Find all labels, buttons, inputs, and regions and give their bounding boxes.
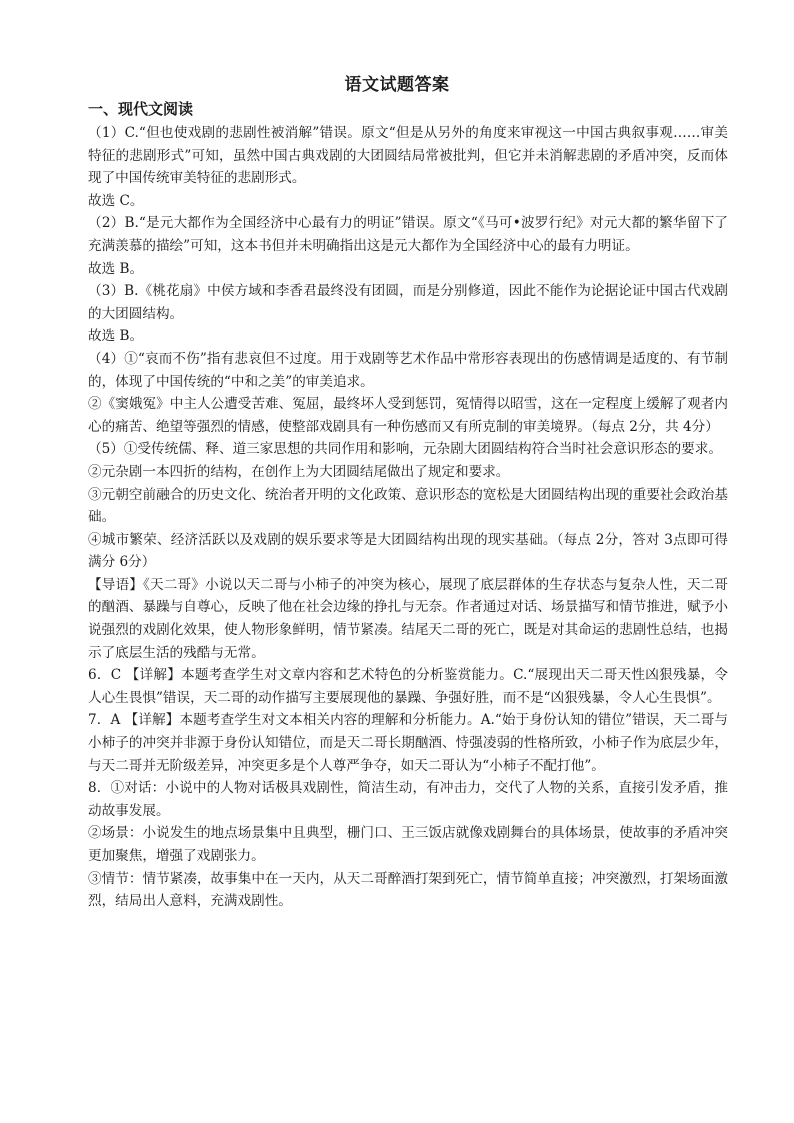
guide-paragraph: 【导语】《天二哥》小说以天二哥与小柿子的冲突为核心，展现了底层群体的生存状态与复杂人性，天二哥的酗酒、暴躁与自尊心，反映了他在社会边缘的挣扎与无奈。作者通过对话、场景描写和情节推进，赋予小说强烈的戏剧化效果，使人物形象鲜明，情节紧凑。结尾天二哥的死亡，既是对其命运的悲剧性总结，也揭示了底层生活的残酷与无常。 xyxy=(88,576,728,661)
page-title: 语文试题答案 xyxy=(344,75,450,95)
answer-paragraph: 6．C 【详解】本题考查学生对文章内容和艺术特色的分析鉴赏能力。C.“展现出天二哥天性凶狠残暴，令人心生畏惧”错误，天二哥的动作描写主要展现他的暴躁、争强好胜，而不是“凶狠残暴，令人心生畏惧”。 xyxy=(88,667,728,706)
answer-paragraph: 故选 C。 xyxy=(88,192,144,209)
answer-paragraph: 故选 B。 xyxy=(88,328,144,345)
answer-paragraph: （4）①“哀而不伤”指有悲哀但不过度。用于戏剧等艺术作品中常形容表现出的伤感情调是适度的、有节制的，体现了中国传统的“中和之美”的审美追求。 xyxy=(88,350,728,390)
answer-paragraph: 7．A 【详解】本题考查学生对文本相关内容的理解和分析能力。A.“始于身份认知的错位”错误，天二哥与小柿子的冲突并非源于身份认知错位，而是天二哥长期酗酒、恃强凌弱的性格所致，小柿子作为底层少年，与天二哥并无阶级差异，冲突更多是个人尊严争夺，如天二哥认为“小柿子不配打他”。 xyxy=(88,712,728,774)
answer-paragraph: （2）B.“是元大都作为全国经济中心最有力的明证”错误。原文“《马可•波罗行纪》对元大都的繁华留下了充满羡慕的描绘”可知，这本书但并未明确指出这是元大都作为全国经济中心的最有力明证。 xyxy=(88,215,728,254)
answer-paragraph: （1）C.“但也使戏剧的悲剧性被消解”错误。原文“但是从另外的角度来审视这一中国古典叙事观……审美特征的悲剧形式”可知，虽然中国古典戏剧的大团圆结局常被批判，但它并未消解悲剧的矛盾冲突，反而体现了中国传统审美特征的悲剧形式。 xyxy=(88,125,728,187)
answer-paragraph: ②元杂剧一本四折的结构，在创作上为大团圆结尾做出了规定和要求。 xyxy=(88,463,510,480)
section-heading: 一、现代文阅读 xyxy=(88,100,194,118)
document-body xyxy=(88,122,728,913)
answer-paragraph: 8．①对话：小说中的人物对话极具戏剧性，简洁生动，有冲击力，交代了人物的关系，直接引发矛盾，推动故事发展。 xyxy=(88,780,728,819)
answer-paragraph: ③元朝空前融合的历史文化、统治者开明的文化政策、意识形态的宽松是大团圆结构出现的重要社会政治基础。 xyxy=(88,486,728,526)
answer-paragraph: ④城市繁荣、经济活跃以及戏剧的娱乐要求等是大团圆结构出现的现实基础。（每点 2分，答对 3点即可得满分 6分） xyxy=(88,531,728,571)
answer-paragraph: ③情节：情节紧凑，故事集中在一天内，从天二哥醉酒打架到死亡，情节简单直接；冲突激烈，打架场面激烈，结局出人意料，充满戏剧性。 xyxy=(88,870,728,910)
answer-paragraph: （5）①受传统儒、释、道三家思想的共同作用和影响，元杂剧大团圆结构符合当时社会意识形态的要求。 xyxy=(88,441,722,458)
answer-paragraph: 故选 B。 xyxy=(88,260,144,277)
answer-paragraph: ②场景：小说发生的地点场景集中且典型，栅门口、王三饭店就像戏剧舞台的具体场景，使故事的矛盾冲突更加聚焦，增强了戏剧张力。 xyxy=(88,825,728,864)
answer-paragraph: ②《窦娥冤》中主人公遭受苦难、冤屈，最终坏人受到惩罚，冤情得以昭雪，这在一定程度上缓解了观者内心的痛苦、绝望等强烈的情感，使整部戏剧具有一种伤感而又有所克制的审美境界。（每点 2分，共 4分） xyxy=(88,396,728,435)
answer-paragraph: （3）B.《桃花扇》中侯方域和李香君最终没有团圆，而是分别修道，因此不能作为论据论证中国古代戏剧的大团圆结构。 xyxy=(88,283,728,322)
